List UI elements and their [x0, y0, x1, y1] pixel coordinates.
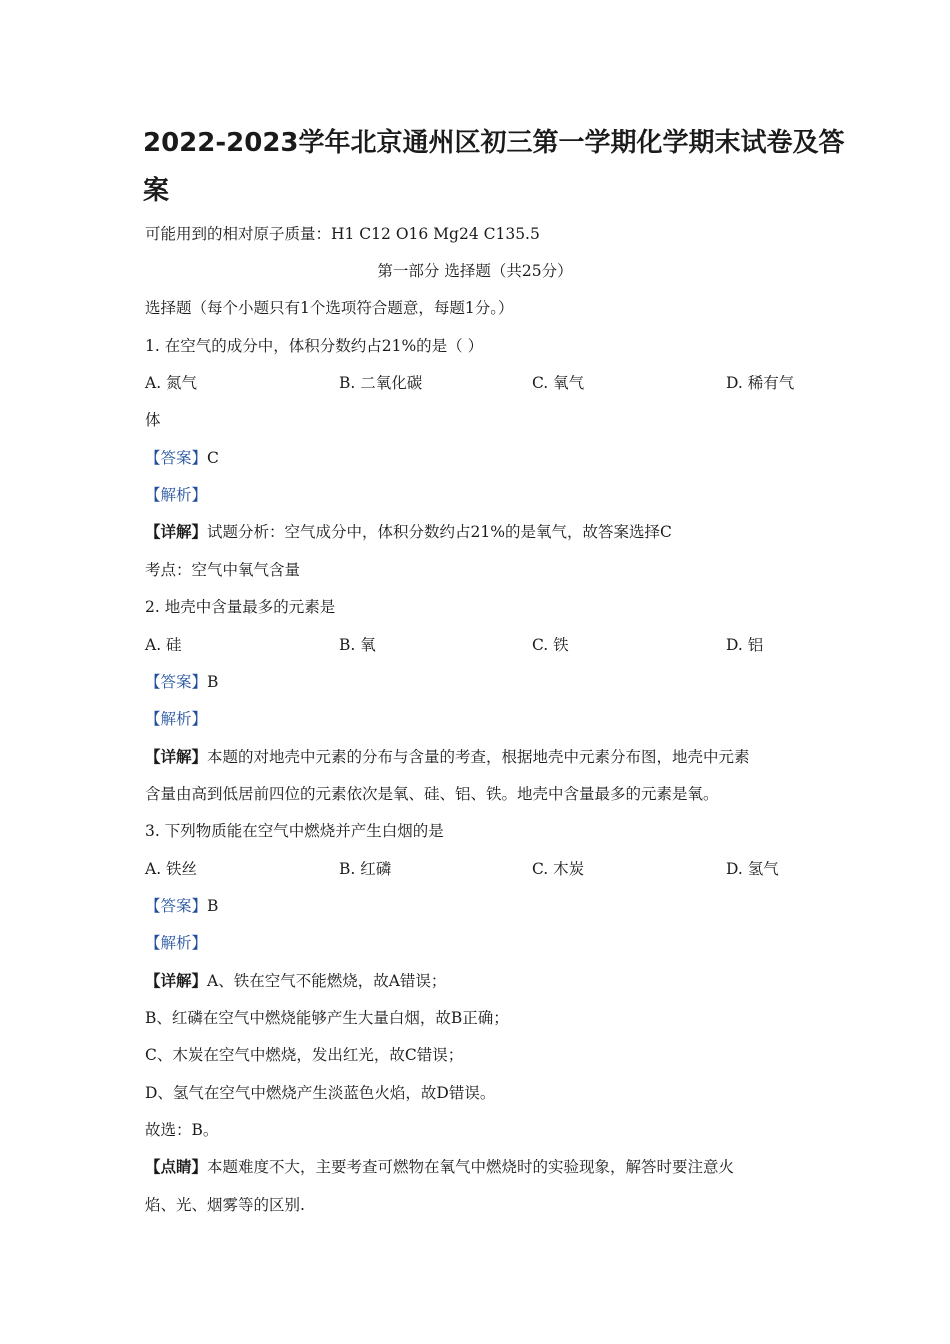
- answer-value: B: [207, 673, 219, 691]
- part-heading: 第一部分 选择题（共25分）: [377, 262, 573, 280]
- question-2-analysis-label: 【解析】: [145, 710, 208, 728]
- question-3-option-b: B. 红磷: [339, 860, 392, 878]
- question-2-option-c: C. 铁: [532, 636, 569, 654]
- question-2-detail-continued: 含量由高到低居前四位的元素依次是氧、硅、铝、铁。地壳中含量最多的元素是氧。: [145, 785, 719, 803]
- question-1-analysis-label: 【解析】: [145, 486, 208, 504]
- question-3-detail-d: D、氢气在空气中燃烧产生淡蓝色火焰，故D错误。: [145, 1084, 496, 1102]
- remark-text: 本题难度不大，主要考查可燃物在氧气中燃烧时的实验现象，解答时要注意火: [207, 1158, 735, 1176]
- detail-text: 试题分析：空气成分中，体积分数约占21%的是氧气，故答案选择C: [207, 523, 672, 541]
- question-3-remark: [145, 1158, 734, 1176]
- remark-label: 【点睛】: [145, 1157, 208, 1176]
- question-1-option-a: A. 氮气: [145, 374, 198, 392]
- question-1-note: 考点：空气中氧气含量: [145, 561, 301, 579]
- question-3-detail-b: B、红磷在空气中燃烧能够产生大量白烟，故B正确；: [145, 1009, 509, 1027]
- answer-label: 【答案】: [145, 673, 208, 691]
- question-3-detail-c: C、木炭在空气中燃烧，发出红光，故C错误；: [145, 1046, 464, 1064]
- answer-value: B: [207, 897, 219, 915]
- question-3-detail-a: [145, 972, 446, 990]
- detail-label: 【详解】: [145, 971, 208, 990]
- question-3-choice: 故选：B。: [145, 1121, 219, 1139]
- question-1-option-b: B. 二氧化碳: [339, 374, 423, 392]
- question-1-stem: 1. 在空气的成分中，体积分数约占21%的是（ ）: [145, 337, 484, 355]
- question-3-remark-continued: 焰、光、烟雾等的区别.: [145, 1196, 305, 1214]
- atomic-mass-note: 可能用到的相对原子质量：H1 C12 O16 Mg24 C135.5: [145, 225, 540, 243]
- detail-text: 本题的对地壳中元素的分布与含量的考查，根据地壳中元素分布图，地壳中元素: [207, 748, 750, 766]
- question-3-option-a: A. 铁丝: [145, 860, 198, 878]
- section-instruction: 选择题（每个小题只有1个选项符合题意，每题1分。）: [145, 299, 514, 317]
- question-2-option-a: A. 硅: [145, 636, 182, 654]
- answer-label: 【答案】: [145, 897, 208, 915]
- question-2-detail: [145, 748, 750, 766]
- question-3-stem: 3. 下列物质能在空气中燃烧并产生白烟的是: [145, 822, 444, 840]
- question-1-answer: [145, 449, 219, 467]
- question-2-stem: 2. 地壳中含量最多的元素是: [145, 598, 336, 616]
- detail-label: 【详解】: [145, 522, 208, 541]
- question-1-option-c: C. 氧气: [532, 374, 585, 392]
- question-1-option-d: D. 稀有气: [726, 374, 795, 392]
- question-3-analysis-label: 【解析】: [145, 934, 208, 952]
- question-3-option-c: C. 木炭: [532, 860, 585, 878]
- detail-text: A、铁在空气不能燃烧，故A错误；: [207, 972, 447, 990]
- answer-value: C: [207, 449, 219, 467]
- question-1-option-d-wrap: 体: [145, 411, 161, 429]
- question-3-option-d: D. 氢气: [726, 860, 779, 878]
- document-title: 2022-2023学年北京通州区初三第一学期化学期末试卷及答: [143, 128, 845, 158]
- question-2-option-d: D. 铝: [726, 636, 764, 654]
- answer-label: 【答案】: [145, 449, 208, 467]
- detail-label: 【详解】: [145, 747, 208, 766]
- document-title-continued: 案: [143, 176, 170, 206]
- question-2-answer: [145, 673, 218, 691]
- question-3-answer: [145, 897, 218, 915]
- question-1-detail: [145, 523, 672, 541]
- question-2-option-b: B. 氧: [339, 636, 376, 654]
